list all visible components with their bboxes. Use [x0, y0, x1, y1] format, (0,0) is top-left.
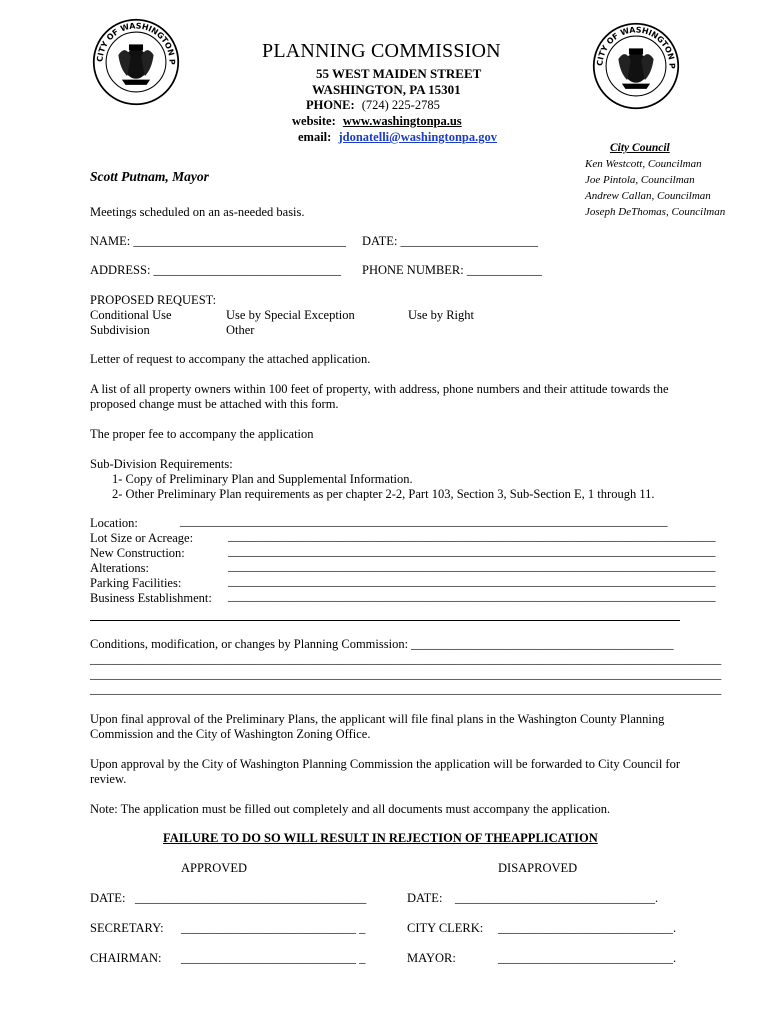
email-label: email: — [298, 130, 332, 144]
request-option-use-by-right[interactable]: Use by Right — [408, 308, 474, 322]
mayor-name: Scott Putnam, Mayor — [90, 169, 209, 184]
request-option-subdivision[interactable]: Subdivision — [90, 323, 150, 337]
letter-of-request-note: Letter of request to accompany the attached application. — [90, 352, 371, 366]
council-member: Joseph DeThomas, Councilman — [585, 206, 726, 218]
approved-date-blank[interactable]: _____________________________________ — [135, 891, 367, 905]
disapproved-date-blank[interactable]: ________________________________. — [455, 891, 659, 905]
council-member: Joe Pintola, Councilman — [585, 174, 695, 186]
mayor-label: MAYOR: — [407, 951, 456, 965]
date-field[interactable]: DATE: ______________________ — [362, 234, 539, 248]
council-member: Ken Westcott, Councilman — [585, 158, 702, 170]
section-divider — [90, 620, 680, 621]
property-label-new-construction: New Construction: — [90, 546, 185, 560]
phone-value: (724) 225-2785 — [361, 98, 440, 112]
property-owners-note: A list of all property owners within 100 feet of property, with address, phone numbers and their attitude towards the proposed change must be attached with this form. — [90, 382, 669, 411]
request-option-conditional-use[interactable]: Conditional Use — [90, 308, 172, 322]
chairman-blank[interactable]: ____________________________ _ — [181, 951, 366, 965]
property-label-location: Location: — [90, 516, 138, 530]
property-blank-location[interactable]: ______________________________________________________________________________ — [180, 514, 668, 528]
seal-top-text: CITY OF WASHINGTON P — [595, 25, 677, 69]
street-address: 55 WEST MAIDEN STREET — [316, 66, 482, 81]
subdivision-item: 1- Copy of Preliminary Plan and Supplemental Information. — [112, 472, 413, 486]
subdivision-item: 2- Other Preliminary Plan requirements as per chapter 2-2, Part 103, Section 3, Sub-Section E, 1 through 11. — [112, 487, 655, 501]
meetings-note: Meetings scheduled on an as-needed basis. — [90, 205, 305, 219]
website-line — [292, 114, 462, 129]
property-label-alterations: Alterations: — [90, 561, 150, 575]
city-seal-right — [592, 22, 680, 110]
website-label: website: — [292, 114, 336, 128]
disapproved-date-label: DATE: — [407, 891, 443, 905]
email-line — [298, 130, 497, 145]
property-blank-new-construction[interactable]: ______________________________________________________________________________ — [228, 544, 716, 558]
approved-date-label: DATE: — [90, 891, 126, 905]
email-link[interactable]: jdonatelli@washingtonpa.gov — [338, 130, 497, 144]
property-blank-lot-size[interactable]: ______________________________________________________________________________ — [228, 529, 716, 543]
subdivision-heading: Sub-Division Requirements: — [90, 457, 233, 471]
disapproved-heading: DISAPROVED — [498, 861, 578, 875]
council-member: Andrew Callan, Councilman — [585, 190, 711, 202]
forwarded-note: Upon approval by the City of Washington Planning Commission the application will be forwarded to City Council for review. — [90, 757, 681, 786]
approved-heading: APPROVED — [181, 861, 247, 875]
conditions-line[interactable]: _____________________________________________________________________________________________________ — [90, 667, 722, 681]
request-option-special-exception[interactable]: Use by Special Exception — [226, 308, 355, 322]
proposed-request-heading: PROPOSED REQUEST: — [90, 293, 217, 307]
rejection-warning: FAILURE TO DO SO WILL RESULT IN REJECTION OF THEAPPLICATION — [163, 831, 598, 845]
property-blank-parking[interactable]: ______________________________________________________________________________ — [228, 574, 716, 588]
phone-line — [306, 98, 440, 113]
city-clerk-blank[interactable]: ____________________________. — [498, 921, 677, 935]
city-clerk-label: CITY CLERK: — [407, 921, 484, 935]
request-option-other[interactable]: Other — [226, 323, 255, 337]
page-title: PLANNING COMMISSION — [262, 40, 501, 62]
city-council-title: City Council — [610, 142, 670, 154]
phone-number-field[interactable]: PHONE NUMBER: ____________ — [362, 263, 542, 277]
fee-note: The proper fee to accompany the application — [90, 427, 314, 441]
name-field[interactable]: NAME: __________________________________ — [90, 234, 346, 248]
conditions-line[interactable]: _____________________________________________________________________________________________________ — [90, 652, 722, 666]
property-label-lot-size: Lot Size or Acreage: — [90, 531, 194, 545]
secretary-blank[interactable]: ____________________________ _ — [181, 921, 366, 935]
property-blank-business[interactable]: ______________________________________________________________________________ — [228, 589, 716, 603]
address-field[interactable]: ADDRESS: ______________________________ — [90, 263, 342, 277]
conditions-field[interactable]: Conditions, modification, or changes by Planning Commission: __________________________________________ — [90, 637, 674, 651]
mayor-blank[interactable]: ____________________________. — [498, 951, 677, 965]
city-address: WASHINGTON, PA 15301 — [312, 82, 461, 97]
chairman-label: CHAIRMAN: — [90, 951, 162, 965]
website-link[interactable]: www.washingtonpa.us — [342, 114, 462, 128]
seal-top-text: CITY OF WASHINGTON P — [95, 21, 177, 65]
final-approval-note: Upon final approval of the Preliminary Plans, the applicant will file final plans in the Washington County Planning Commission and the City of Washington Zoning Office. — [90, 712, 665, 741]
phone-label: PHONE: — [306, 98, 355, 112]
conditions-line[interactable]: _____________________________________________________________________________________________________ — [90, 682, 722, 696]
secretary-label: SECRETARY: — [90, 921, 164, 935]
complete-application-note: Note: The application must be filled out completely and all documents must accompany the application. — [90, 802, 611, 816]
property-blank-alterations[interactable]: ______________________________________________________________________________ — [228, 559, 716, 573]
property-label-parking: Parking Facilities: — [90, 576, 182, 590]
property-label-business: Business Establishment: — [90, 591, 212, 605]
city-seal-left — [92, 18, 180, 106]
